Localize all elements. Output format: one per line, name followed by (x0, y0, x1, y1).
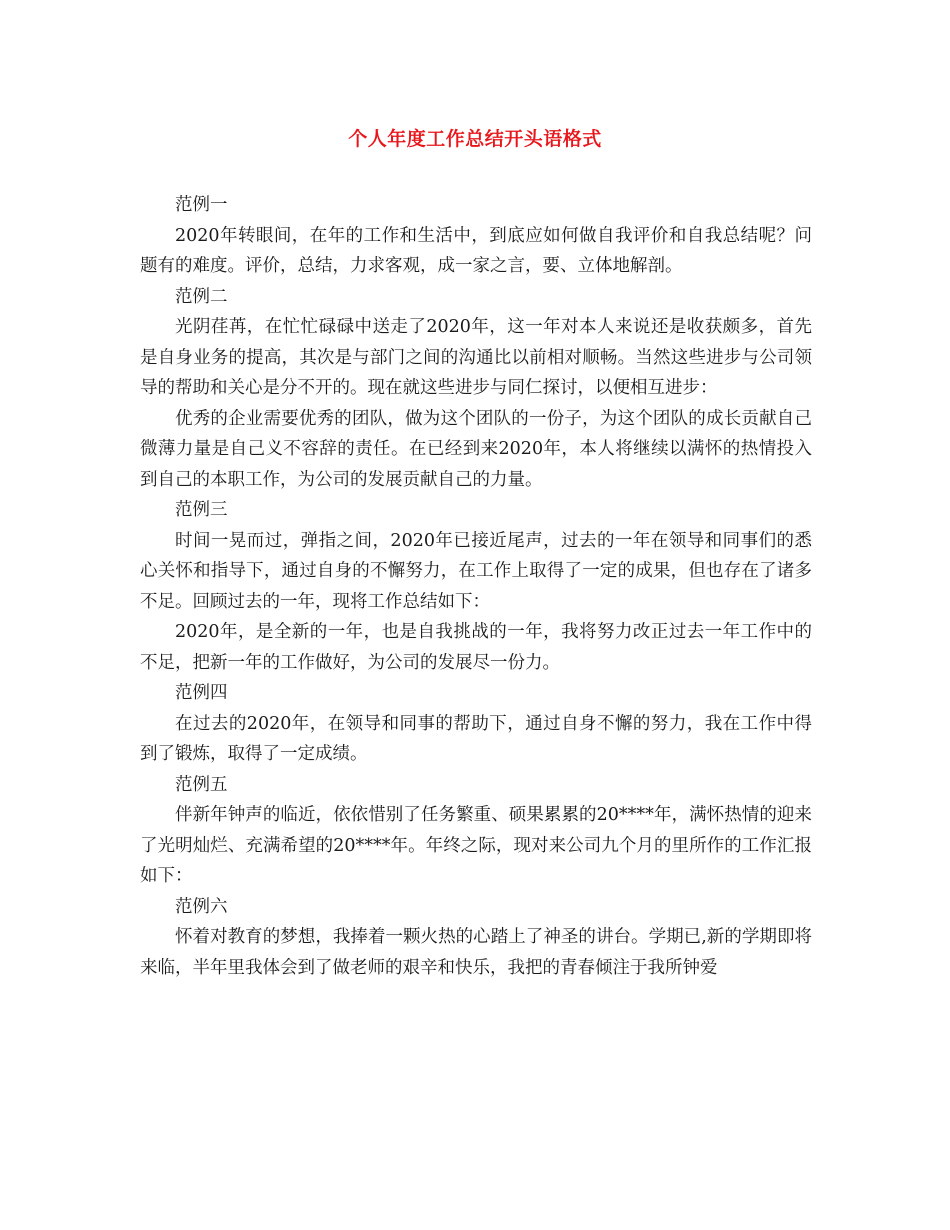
example-5-heading: 范例五 (175, 774, 228, 795)
example-1-paragraph: 2020年转眼间，在年的工作和生活中，到底应如何做自我评价和自我总结呢？问题有的难度。评价，总结，力求客观，成一家之言，要、立体地解剖。 (140, 225, 812, 276)
example-2-heading: 范例二 (175, 286, 228, 307)
example-2-paragraph-1: 光阴荏苒，在忙忙碌碌中送走了2020年，这一年对本人来说还是收获颇多，首先是自身业务的提高，其次是与部门之间的沟通比以前相对顺畅。当然这些进步与公司领导的帮助和关心是分不开的。现在就这些进步与同仁探讨，以便相互进步： (140, 317, 812, 398)
example-3-heading: 范例三 (175, 500, 228, 520)
example-4-paragraph: 在过去的2020年，在领导和同事的帮助下，通过自身不懈的努力，我在工作中得到了锻炼，取得了一定成绩。 (140, 713, 812, 764)
document-title: 个人年度工作总结开头语格式 (348, 128, 602, 150)
example-2-paragraph-2: 优秀的企业需要优秀的团队，做为这个团队的一份子，为这个团队的成长贡献自己微薄力量是自己义不容辞的责任。在已经到来2020年，本人将继续以满怀的热情投入到自己的本职工作，为公司的发展贡献自己的力量。 (140, 408, 812, 490)
example-6-paragraph: 怀着对教育的梦想，我捧着一颗火热的心踏上了神圣的讲台。学期已,新的学期即将来临，半年里我体会到了做老师的艰辛和快乐，我把的青春倾注于我所钟爱 (140, 927, 812, 978)
example-5-paragraph: 伴新年钟声的临近，依依惜别了任务繁重、硕果累累的20****年，满怀热情的迎来了光明灿烂、充满希望的20****年。年终之际，现对来公司九个月的里所作的工作汇报如下： (140, 805, 812, 886)
example-1-heading: 范例一 (175, 195, 228, 215)
example-3-paragraph-2: 2020年，是全新的一年，也是自我挑战的一年，我将努力改正过去一年工作中的不足，把新一年的工作做好，为公司的发展尽一份力。 (140, 622, 812, 673)
document-body (140, 190, 812, 983)
example-4-heading: 范例四 (175, 683, 228, 703)
example-6-heading: 范例六 (175, 896, 228, 917)
example-3-paragraph-1: 时间一晃而过，弹指之间，2020年已接近尾声，过去的一年在领导和同事们的悉心关怀和指导下，通过自身的不懈努力，在工作上取得了一定的成果，但也存在了诸多不足。回顾过去的一年，现将工作总结如下： (140, 530, 812, 612)
